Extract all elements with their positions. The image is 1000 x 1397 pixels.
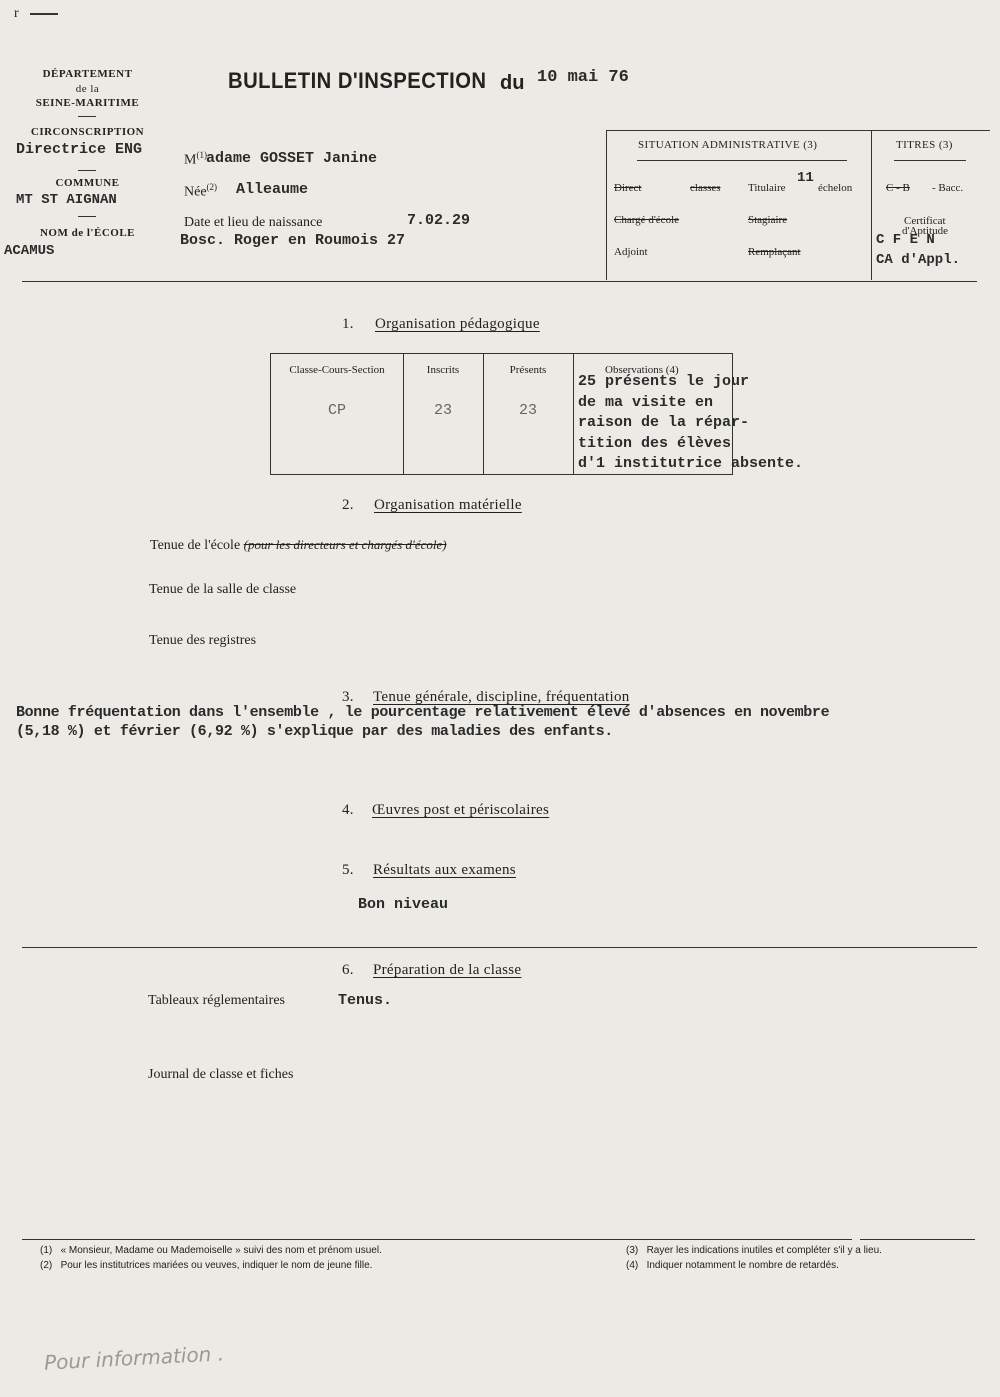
commune-value: MT ST AIGNAN <box>16 192 117 208</box>
table-header-observations: Observations (4) <box>605 364 679 376</box>
situation-underline <box>637 160 847 161</box>
dept-line2: de la <box>75 83 100 95</box>
inspection-date: 10 mai 76 <box>537 68 629 87</box>
circ-value: Directrice ENG <box>16 141 143 158</box>
situation-classes: classes <box>690 182 721 194</box>
tableaux-value: Tenus. <box>338 992 393 1009</box>
dept-divider <box>78 116 96 117</box>
situation-stagiaire: Stagiaire <box>748 214 788 226</box>
section6-num: 6. <box>342 962 354 978</box>
section3-line2: (5,18 %) et février (6,92 %) s'explique par des maladies des enfants. <box>16 723 613 740</box>
title-du: du <box>500 72 525 94</box>
titres-underline <box>894 160 966 161</box>
tenue-registres-label: Tenue des registres <box>149 633 257 648</box>
observation-line: raison de la répar- <box>578 414 750 431</box>
situation-title: SITUATION ADMINISTRATIVE (3) <box>638 139 818 151</box>
situation-remplacant: Remplaçant <box>748 246 801 258</box>
footnote-2: (2) Pour les institutrices mariées ou veuves, indiquer le nom de jeune fille. <box>40 1260 373 1271</box>
cell-inscrits: 23 <box>433 402 452 419</box>
section3-title: Tenue générale, discipline, fréquentation <box>373 689 630 705</box>
corner-rule <box>30 13 58 15</box>
admin-box-left <box>606 130 607 280</box>
section3-num: 3. <box>342 689 354 705</box>
situation-direct: Direct <box>614 182 642 194</box>
titres-title: TITRES (3) <box>896 139 953 151</box>
situation-titulaire: Titulaire <box>748 182 786 194</box>
titres-aptitude: d'Aptitude <box>902 225 948 237</box>
cell-classe: CP <box>327 402 346 419</box>
section5-title: Résultats aux examens <box>373 862 516 878</box>
titres-value1: C F E N <box>876 232 935 248</box>
section1-title: Organisation pédagogique <box>375 316 540 332</box>
section2-title: Organisation matérielle <box>374 497 522 513</box>
situation-adjoint: Adjoint <box>614 246 648 258</box>
footnote-4: (4) Indiquer notamment le nombre de retardés. <box>626 1260 839 1271</box>
section4-title: Œuvres post et périscolaires <box>372 802 550 818</box>
cell-observations <box>578 372 803 475</box>
journal-label: Journal de classe et fiches <box>148 1067 294 1082</box>
observation-line: tition des élèves <box>578 434 732 452</box>
person-name: adame GOSSET Janine <box>206 150 378 167</box>
titres-bacc-prefix: C - B <box>886 182 910 194</box>
commune-label: COMMUNE <box>55 177 120 189</box>
birth-label: Date et lieu de naissance <box>184 215 323 230</box>
admin-box-divider <box>871 130 872 280</box>
section6-title: Préparation de la classe <box>373 962 522 978</box>
observation-line: d'1 institutrice absente. <box>578 455 804 472</box>
section4-num: 4. <box>342 802 354 818</box>
section1-num: 1. <box>342 316 354 332</box>
table-header-classe: Classe-Cours-Section <box>289 364 385 376</box>
document-title: BULLETIN D'INSPECTION <box>228 68 487 93</box>
table-header-inscrits: Inscrits <box>426 364 460 376</box>
corner-mark: r <box>14 6 19 21</box>
m-label: $M^{(1)}$ <box>184 150 207 168</box>
echelon-number: 11 <box>797 170 814 186</box>
observation-line: 25 présents le jour <box>578 373 750 390</box>
commune-divider <box>78 216 96 217</box>
observation-line: de ma visite en <box>578 393 714 411</box>
tenue-ecole-label: Tenue de l'école (pour les directeurs et chargés d'école) <box>150 537 447 553</box>
section5-value: Bon niveau <box>358 896 449 913</box>
handwritten-note: Pour information . <box>43 1341 225 1375</box>
dept-line3: SEINE-MARITIME <box>35 97 140 109</box>
circ-label: CIRCONSCRIPTION <box>30 126 145 138</box>
footnote-3: (3) Rayer les indications inutiles et compléter s'il y a lieu. <box>626 1245 882 1256</box>
maiden-name: Alleaume <box>236 181 309 198</box>
cell-presents: 23 <box>518 402 537 419</box>
ecole-value: ACAMUS <box>4 243 55 259</box>
ecole-label: NOM de l'ÉCOLE <box>39 227 135 239</box>
tableaux-label: Tableaux réglementaires <box>148 993 286 1008</box>
section2-num: 2. <box>342 497 354 513</box>
table-header-presents: Présents <box>509 364 547 376</box>
tenue-salle-label: Tenue de la salle de classe <box>149 582 297 597</box>
titres-value2: CA d'Appl. <box>876 252 961 268</box>
section-separator <box>22 947 977 948</box>
section5-num: 5. <box>342 862 354 878</box>
footnote-rule-right <box>860 1239 975 1240</box>
footnote-rule <box>22 1239 852 1240</box>
situation-echelon: échelon <box>818 182 853 194</box>
birth-place: Bosc. Roger en Roumois 27 <box>180 232 406 249</box>
header-separator <box>22 281 977 282</box>
admin-box-top <box>606 130 990 131</box>
titres-bacc: - Bacc. <box>932 182 964 194</box>
birth-date: 7.02.29 <box>407 212 471 229</box>
section3-line1: Bonne fréquentation dans l'ensemble , le pourcentage relativement élevé d'absences en novembre <box>16 704 830 721</box>
nee-label: Née$^{(2)}$ <box>184 182 218 200</box>
footnote-1: (1) « Monsieur, Madame ou Mademoiselle » suivi des nom et prénom usuel. <box>40 1245 382 1256</box>
circ-divider <box>78 170 96 171</box>
titres-certificat: Certificat <box>904 215 946 227</box>
situation-charge: Chargé d'école <box>614 214 680 226</box>
tenue-ecole-note: (pour les directeurs et chargés d'école) <box>243 537 447 552</box>
dept-line1: DÉPARTEMENT <box>42 68 133 80</box>
